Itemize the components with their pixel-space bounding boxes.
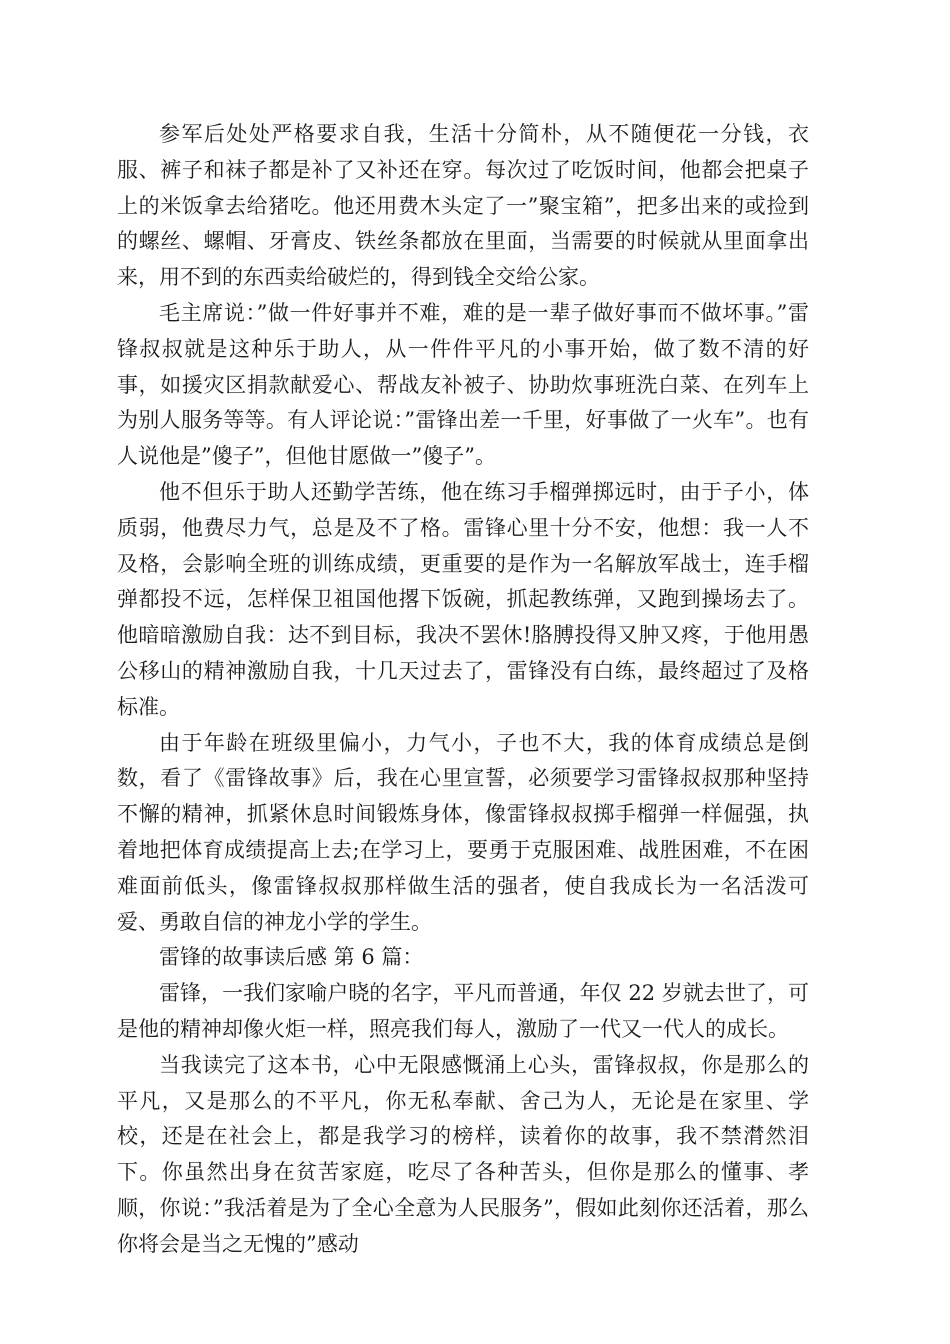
document-body <box>117 117 809 1263</box>
paragraph-grenade-practice: 他不但乐于助人还勤学苦练，他在练习手榴弹掷远时，由于子小，体质弱，他费尽力气，总是及不了格。雷锋心里十分不安，他想：我一人不及格，会影响全班的训练成绩，更重要的是作为一名解放军战士，连手榴弹都投不远，怎样保卫祖国他撂下饭碗，抓起教练弹，又跑到操场去了。他暗暗激励自我：达不到目标，我决不罢休!胳膊投得又肿又疼，于他用愚公移山的精神激励自我，十几天过去了，雷锋没有白练，最终超过了及格标准。 <box>117 479 809 719</box>
section-heading: 雷锋的故事读后感 第 6 篇： <box>159 945 424 970</box>
paragraph-lei-feng-intro: 雷锋，一我们家喻户晓的名字，平凡而普通，年仅 22 岁就去世了，可是他的精神却像火炬一样，照亮我们每人，激励了一代又一代人的成长。 <box>117 981 809 1041</box>
paragraph-chairman-mao-quote: 毛主席说：”做一件好事并不难，难的是一辈子做好事而不做坏事。”雷锋叔叔就是这种乐于助人，从一件件平凡的小事开始，做了数不清的好事，如援灾区捐款献爱心、帮战友补被子、协助炊事班洗白菜、在列车上为别人服务等等。有人评论说：”雷锋出差一千里，好事做了一火车”。也有人说他是”傻子”，但他甘愿做一”傻子”。 <box>117 300 809 469</box>
paragraph-personal-reflection: 由于年龄在班级里偏小，力气小，子也不大，我的体育成绩总是倒数，看了《雷锋故事》后，我在心里宣誓，必须要学习雷锋叔叔那种坚持不懈的精神，抓紧休息时间锻炼身体，像雷锋叔叔掷手榴弹一样倔强，执着地把体育成绩提高上去;在学习上，要勇于克服困难、战胜困难，不在困难面前低头，像雷锋叔叔那样做生活的强者，使自我成长为一名活泼可爱、勇敢自信的神龙小学的学生。 <box>117 730 809 934</box>
paragraph-frugal-life: 参军后处处严格要求自我，生活十分简朴，从不随便花一分钱，衣服、裤子和袜子都是补了又补还在穿。每次过了吃饭时间，他都会把桌子上的米饭拿去给猪吃。他还用费木头定了一”聚宝箱”，把多出来的或捡到的螺丝、螺帽、牙膏皮、铁丝条都放在里面，当需要的时候就从里面拿出来，用不到的东西卖给破烂的，得到钱全交给公家。 <box>117 122 809 290</box>
paragraph-after-reading: 当我读完了这本书，心中无限感慨涌上心头，雷锋叔叔，你是那么的平凡，又是那么的不平凡，你无私奉献、舍己为人，无论是在家里、学校，还是在社会上，都是我学习的榜样，读着你的故事，我不禁潸然泪下。你虽然出身在贫苦家庭，吃尽了各种苦头，但你是那么的懂事、孝顺，你说：”我活着是为了全心全意为人民服务”，假如此刻你还活着，那么你将会是当之无愧的”感动 <box>117 1052 809 1256</box>
